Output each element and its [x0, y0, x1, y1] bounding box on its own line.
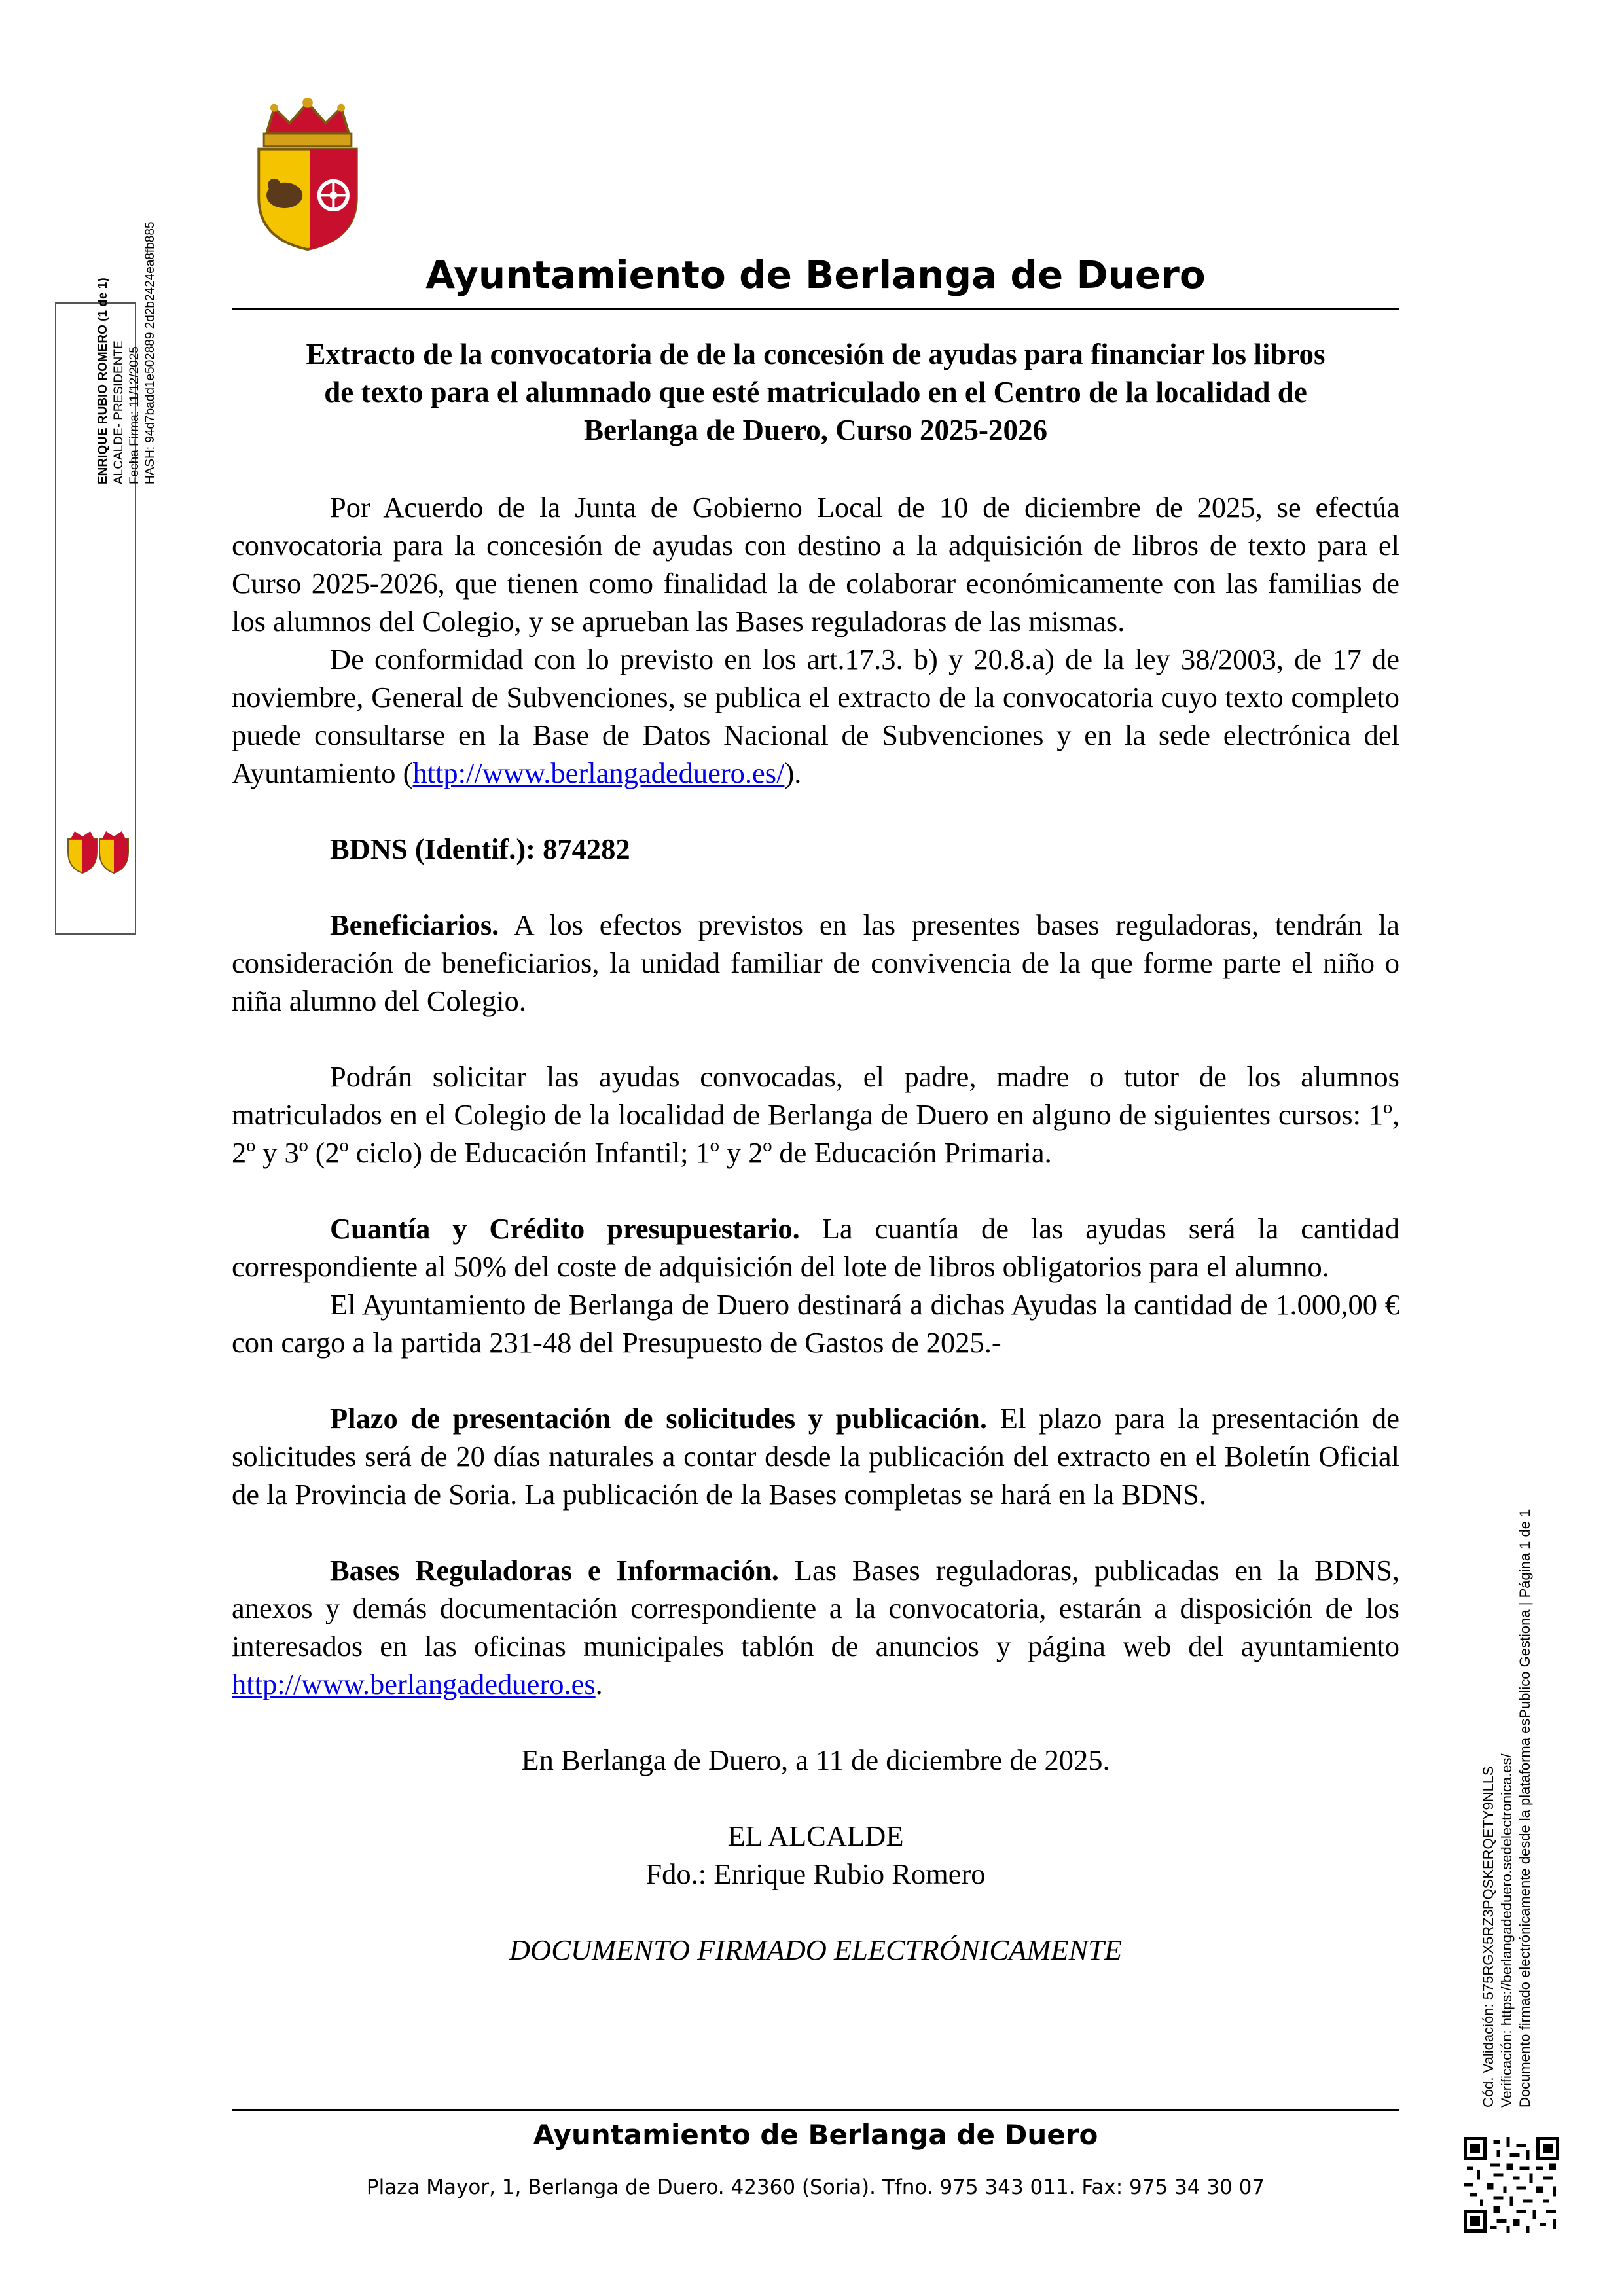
- section-heading: Cuantía y Crédito presupuestario.: [330, 1212, 800, 1245]
- verification-code: Cód. Validación: 575RGX5RZ3PQSKERQETY9NLLS: [1480, 1766, 1496, 2108]
- paragraph-destinara: El Ayuntamiento de Berlanga de Duero destinará a dichas Ayudas la cantidad de 1.000,00 € con cargo a la partida 231-48 del Presupuesto de Gastos de 2025.-: [232, 1288, 1399, 1359]
- website-link[interactable]: http://www.berlangadeduero.es/: [412, 757, 785, 789]
- document-body: [232, 488, 1399, 1969]
- signed-note: DOCUMENTO FIRMADO ELECTRÓNICAMENTE: [509, 1933, 1123, 1966]
- section-heading: Beneficiarios.: [330, 908, 499, 941]
- signer-role: EL ALCALDE: [727, 1820, 904, 1852]
- header-title: Ayuntamiento de Berlanga de Duero: [425, 253, 1206, 297]
- document-title-line: Berlanga de Duero, Curso 2025-2026: [584, 414, 1047, 446]
- paragraph-bases: Bases Reguladoras e Información. Las Bases reguladoras, publicadas en la BDNS, anexos y demás documentación correspondiente a la convocatoria, estarán a disposición de los interesados en las oficinas municipales tablón de anuncios y página web del ayuntamiento http://www.berlangadeduero.es.: [232, 1554, 1399, 1700]
- footer-title: Ayuntamiento de Berlanga de Duero: [533, 2119, 1098, 2151]
- coat-of-arms-logo: [230, 95, 385, 252]
- verification-url[interactable]: Verificación: https://berlangadeduero.sedelectronica.es/: [1498, 1753, 1515, 2108]
- stamp-date: Fecha Firma: 11/12/2025: [128, 346, 141, 484]
- footer-divider: [232, 2109, 1399, 2111]
- signature-stamp-text: [96, 222, 158, 484]
- footer-address: Plaza Mayor, 1, Berlanga de Duero. 42360 (Soria). Tfno. 975 343 011. Fax: 975 34 30 07: [366, 2176, 1265, 2199]
- verification-text: [1479, 1509, 1534, 2108]
- date-line: En Berlanga de Duero, a 11 de diciembre de 2025.: [521, 1744, 1110, 1776]
- paragraph-acuerdo: Por Acuerdo de la Junta de Gobierno Local de 10 de diciembre de 2025, se efectúa convocatoria para la concesión de ayudas con destino a la adquisición de libros de texto para el Curso 2025-2026, que tienen como finalidad la de colaborar económicamente con las familias de los alumnos del Colegio, y se aprueban las Bases reguladoras de las mismas.: [232, 491, 1399, 637]
- header-divider: [232, 308, 1399, 310]
- qr-code-icon[interactable]: [1464, 2137, 1559, 2233]
- stamp-crest-icon: [63, 829, 131, 876]
- paragraph-conformidad: [232, 640, 1399, 792]
- website-link[interactable]: http://www.berlangadeduero.es: [232, 1668, 596, 1700]
- stamp-hash: HASH: 94d7badd1e502889 2d2b2424ea8fb885: [143, 221, 157, 484]
- paragraph-cuantia: Cuantía y Crédito presupuestario. La cuantía de las ayudas será la cantidad correspondiente al 50% del coste de adquisición del lote de libros obligatorios para el alumno.: [232, 1212, 1400, 1283]
- paragraph-solicitar: Podrán solicitar las ayudas convocadas, el padre, madre o tutor de los alumnos matriculados en el Colegio de la localidad de Berlanga de Duero en alguno de siguientes cursos: 1º, 2º y 3º (2º ciclo) de Educación Infantil; 1º y 2º de Educación Primaria.: [232, 1060, 1399, 1169]
- paragraph-beneficiarios: Beneficiarios. A los efectos previstos en las presentes bases reguladoras, tendrán la consideración de beneficiarios, la unidad familiar de convivencia de la que forme parte el niño o niña alumno del Colegio.: [232, 908, 1399, 1017]
- paragraph-plazo: Plazo de presentación de solicitudes y publicación. El plazo para la presentación de solicitudes será de 20 días naturales a contar desde la publicación del extracto en el Boletín Oficial de la Provincia de Soria. La publicación de la Bases completas se hará en la BDNS.: [232, 1402, 1399, 1511]
- paragraph-text: De conformidad con lo previsto en los art.17.3. b) y 20.8.a) de la ley 38/2003, de 17 de noviembre, General de Subvenciones, se publica el extracto de la convocatoria cuyo texto completo puede consultarse en la Base de Datos Nacional de Subvenciones y en la sede electrónica del Ayuntamiento (: [232, 643, 1399, 789]
- signer-name: Fdo.: Enrique Rubio Romero: [645, 1857, 986, 1890]
- verification-note: Documento firmado electrónicamente desde la plataforma esPublico Gestiona | Página 1 de 1: [1517, 1509, 1533, 2108]
- stamp-signer: ENRIQUE RUBIO ROMERO (1 de 1): [96, 278, 110, 484]
- document-title-line: de texto para el alumnado que esté matriculado en el Centro de la localidad de: [324, 376, 1307, 408]
- bdns-identifier: BDNS (Identif.): 874282: [330, 833, 630, 865]
- section-heading: Plazo de presentación de solicitudes y publicación.: [330, 1402, 988, 1435]
- stamp-role: ALCALDE- PRESIDENTE: [112, 340, 126, 484]
- document-title-line: Extracto de la convocatoria de de la concesión de ayudas para financiar los libros: [306, 338, 1326, 370]
- document-title: [232, 335, 1399, 449]
- paragraph-text: ).: [784, 757, 802, 789]
- section-heading: Bases Reguladoras e Información.: [330, 1554, 779, 1587]
